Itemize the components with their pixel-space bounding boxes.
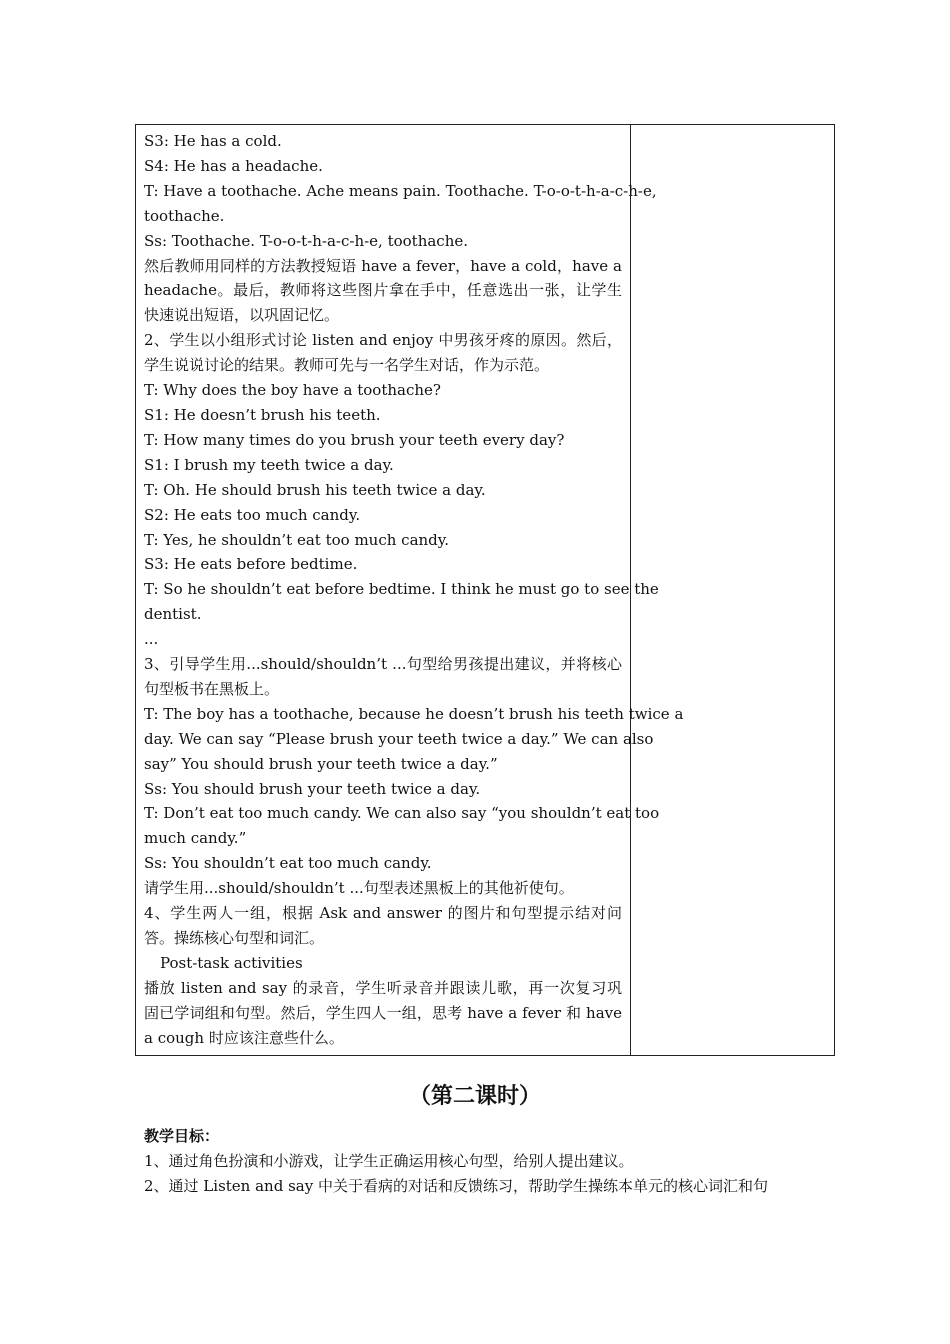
text-line: headache。最后，教师将这些图片拿在手中，任意选出一张，让学生 — [144, 281, 622, 300]
text-line: Post-task activities — [160, 953, 303, 972]
text-line: S1: I brush my teeth twice a day. — [144, 455, 394, 474]
goal-item: 1、通过角色扮演和小游戏，让学生正确运用核心句型，给别人提出建议。 — [144, 1152, 634, 1170]
text-line: S3: He has a cold. — [144, 132, 282, 150]
procedure-cell — [136, 125, 684, 1056]
text-line: Ss: You should brush your teeth twice a day. — [144, 779, 481, 798]
text-line: 快速说出短语，以巩固记忆。 — [144, 306, 340, 325]
text-line: 播放 listen and say 的录音，学生听录音并跟读儿歌，再一次复习巩 — [144, 978, 622, 997]
table-row — [136, 125, 835, 1056]
text-line: a cough 时应该注意些什么。 — [144, 1028, 344, 1047]
text-line: T: Have a toothache. Ache means pain. Toothache. T-o-o-t-h-a-c-h-e, — [144, 181, 657, 200]
text-line: 3、引导学生用...should/shouldn’t ...句型给男孩提出建议，并将核心 — [144, 655, 622, 674]
teaching-goals — [144, 1124, 768, 1199]
notes-cell — [631, 125, 835, 1056]
text-line: T: The boy has a toothache, because he doesn’t brush his teeth twice a — [144, 704, 684, 723]
text-line: T: So he shouldn’t eat before bedtime. I think he must go to see the — [144, 580, 659, 599]
text-line: S1: He doesn’t brush his teeth. — [144, 405, 381, 424]
text-line: T: Oh. He should brush his teeth twice a day. — [144, 480, 486, 499]
text-line: S4: He has a headache. — [144, 156, 323, 175]
text-line: 答。操练核心句型和词汇。 — [144, 929, 325, 947]
goals-heading: 教学目标： — [144, 1127, 220, 1145]
text-line: T: Yes, he shouldn’t eat too much candy. — [144, 530, 450, 549]
text-line: ... — [144, 630, 159, 649]
text-line: much candy.” — [144, 829, 247, 848]
text-line: T: Why does the boy have a toothache? — [144, 381, 441, 400]
text-line: 然后教师用同样的方法教授短语 have a fever，have a cold，have a — [144, 256, 622, 275]
text-line: S3: He eats before bedtime. — [144, 555, 358, 574]
text-line: say” You should brush your teeth twice a day.” — [144, 754, 498, 773]
text-line: 学生说说讨论的结果。教师可先与一名学生对话，作为示范。 — [144, 356, 550, 375]
text-line: S2: He eats too much candy. — [144, 505, 361, 524]
text-line: 2、学生以小组形式讨论 listen and enjoy 中男孩牙疼的原因。然后， — [144, 331, 622, 350]
text-line: 4、学生两人一组，根据 Ask and answer 的图片和句型提示结对问 — [144, 904, 622, 923]
procedure-text — [136, 125, 684, 1055]
text-line: T: How many times do you brush your teeth every day? — [144, 430, 565, 449]
text-line: day. We can say “Please brush your teeth twice a day.” We can also — [144, 729, 654, 748]
text-line: Ss: You shouldn’t eat too much candy. — [144, 854, 432, 873]
text-line: Ss: Toothache. T-o-o-t-h-a-c-h-e, toothache. — [144, 231, 469, 250]
section-title: （第二课时） — [408, 1083, 541, 1109]
text-line: 固已学词组和句型。然后，学生四人一组，思考 have a fever 和 have — [144, 1003, 622, 1022]
text-line: toothache. — [144, 206, 225, 225]
text-line: dentist. — [144, 605, 202, 624]
text-line: 句型板书在黑板上。 — [144, 679, 280, 698]
lesson-procedure-table — [135, 124, 835, 1056]
goal-item: 2、通过 Listen and say 中关于看病的对话和反馈练习，帮助学生操练本单元的核心词汇和句 — [144, 1177, 768, 1195]
text-line: T: Don’t eat too much candy. We can also say “you shouldn’t eat too — [144, 804, 660, 823]
text-line: 请学生用...should/shouldn’t ...句型表述黑板上的其他祈使句。 — [144, 879, 574, 898]
